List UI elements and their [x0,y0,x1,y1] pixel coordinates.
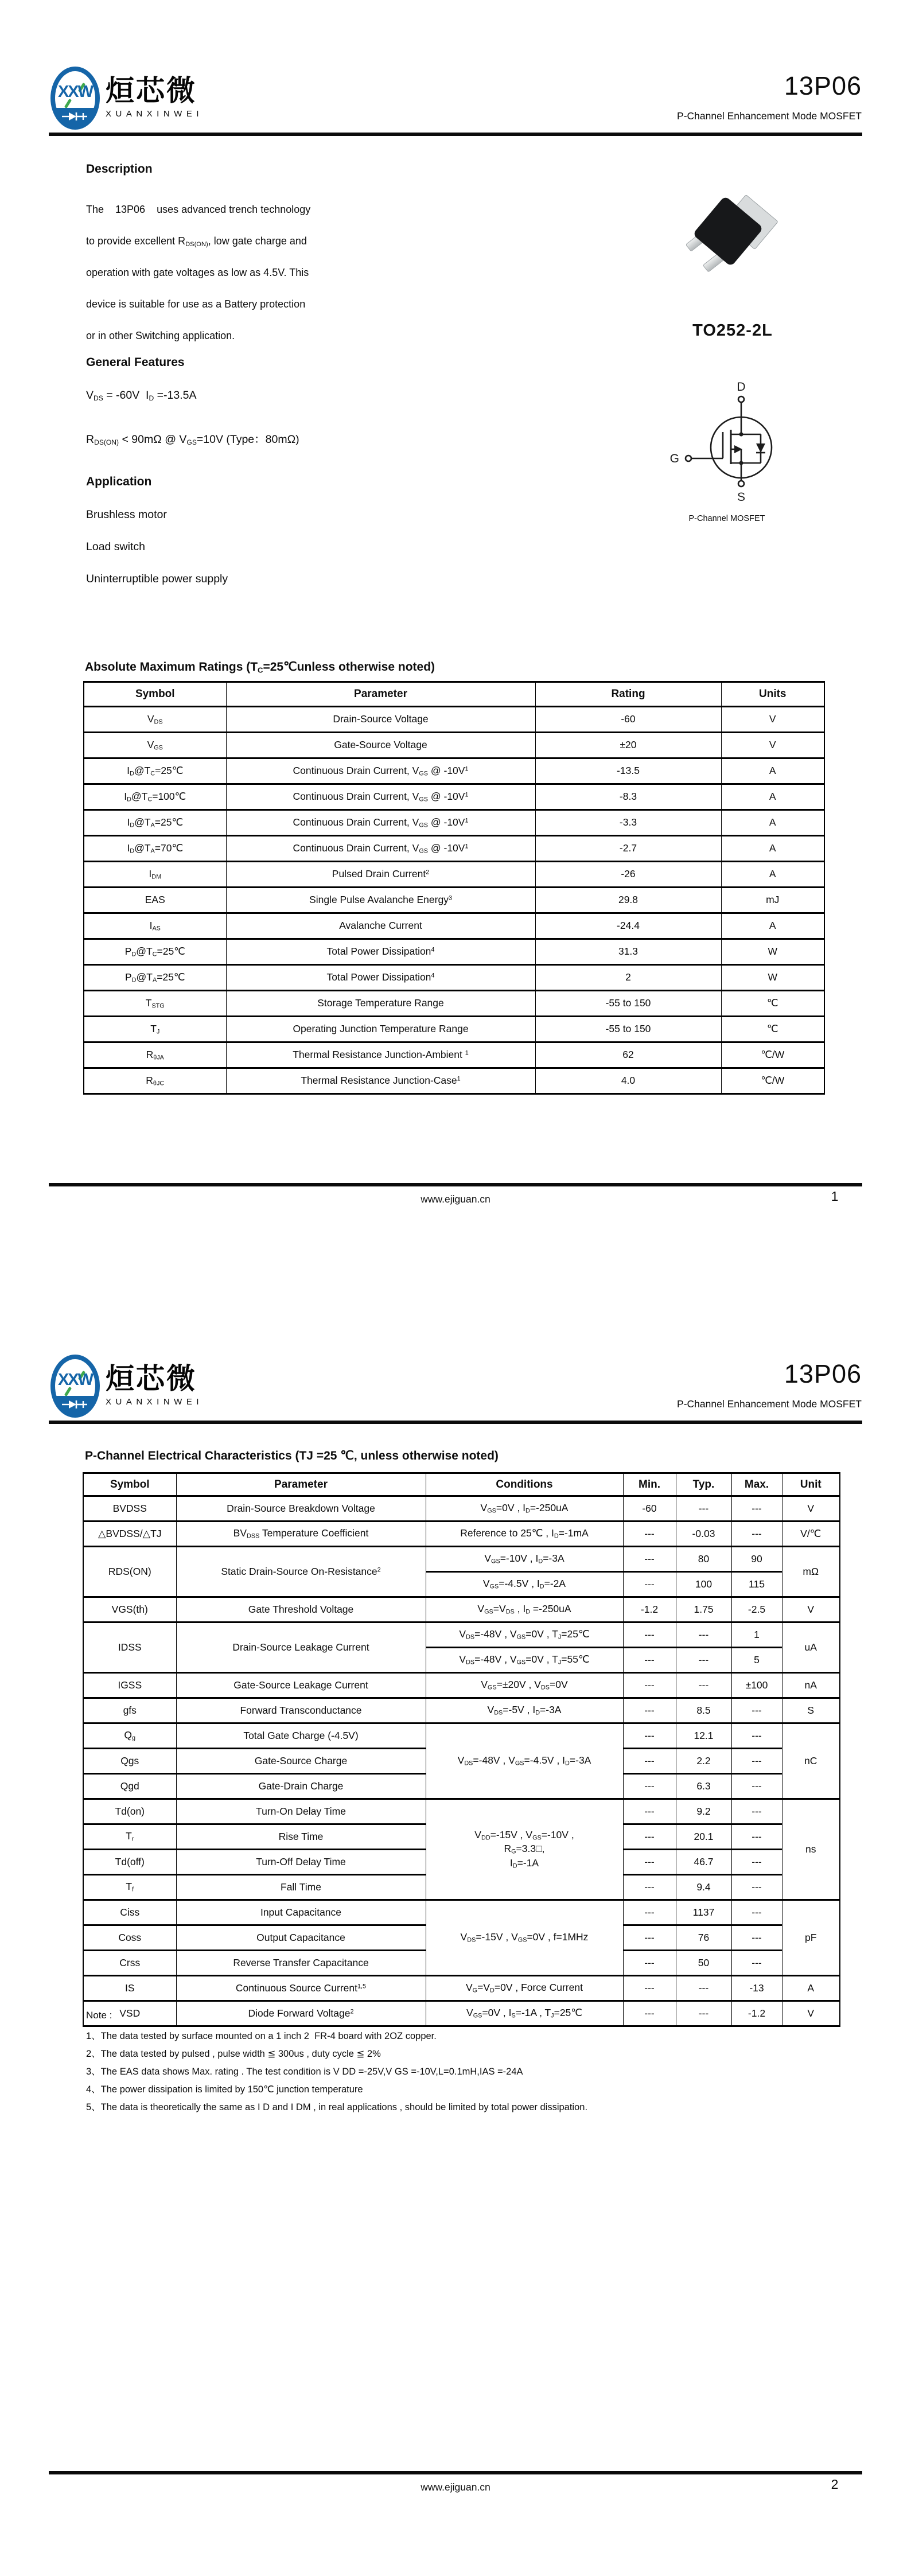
table-row [84,784,824,810]
table-cell: Input Capacitance [176,1900,426,1925]
table-cell: -60 [623,1496,676,1522]
table-cell: BVDSS [83,1496,176,1522]
table-cell: --- [731,1824,782,1850]
brand-text [106,1363,203,1407]
table-row [84,913,824,939]
table-cell: $T_{STG}$ [84,991,226,1017]
table-cell: -55 to 150 [535,1017,721,1042]
table-cell: ℃ [721,991,824,1017]
footer-url: www.ejiguan.cn [421,1193,490,1205]
table-cell: --- [623,1799,676,1824]
part-number: 13P06 [784,71,862,100]
table-cell: --- [623,1749,676,1774]
table-cell: A [721,836,824,862]
table-cell: Reference to 25℃ , $I_D=-1mA$ [426,1522,623,1547]
table-cell: A [782,1976,840,2001]
table-cell: --- [623,2001,676,2026]
table-row [84,888,824,913]
table-cell: $V_{GS}=0V$ , $I_S=-1A$ , $T_J=25℃$ [426,2001,623,2026]
table-cell: Gate-Drain Charge [176,1774,426,1799]
table-cell: --- [623,1850,676,1875]
mosfet-symbol-icon [654,382,815,505]
description-paragraph [86,194,499,352]
notes-heading: Note : [86,2010,112,2021]
table-cell: $V_{GS}=-4.5V$ , $I_D=-2A$ [426,1572,623,1597]
table-cell: Continuous Drain Current, $V_{GS}$ @ $-10V^1$ [226,810,535,836]
electrical-characteristics-table [83,1472,840,2027]
table-cell: -26 [535,862,721,888]
table-cell: mΩ [782,1547,840,1597]
diode-icon [61,111,89,122]
table-row [84,810,824,836]
table-row [84,991,824,1017]
table-cell: Reverse Transfer Capacitance [176,1951,426,1976]
table-cell: $T_f$ [83,1875,176,1900]
table-cell: V [721,733,824,758]
table-cell: Static Drain-Source On-Resistance$^2$ [176,1547,426,1597]
table-cell: 62 [535,1042,721,1068]
table-cell: --- [731,1900,782,1925]
table-cell: --- [676,1496,731,1522]
table-cell: 2.2 [676,1749,731,1774]
table-cell: --- [731,1875,782,1900]
pin-label-d: D [737,382,746,394]
table-cell: V [782,1597,840,1622]
table-cell: $V_{DS}=-5V$ , $I_D=-3A$ [426,1698,623,1723]
application-item: Brushless motor [86,508,167,521]
table-cell: Turn-Off Delay Time [176,1850,426,1875]
logo-monogram: XXW [57,1371,93,1389]
table-row [84,1017,824,1042]
table-row [84,707,824,733]
description-line: operation with gate voltages as low as 4.5V. This [86,267,309,278]
table-cell: A [721,784,824,810]
table-cell: $R_{\theta JA}$ [84,1042,226,1068]
column-header: Symbol [84,682,226,707]
table-cell: Rise Time [176,1824,426,1850]
table-cell: $BV_{DSS}$ Temperature Coefficient [176,1522,426,1547]
table-cell: nA [782,1673,840,1698]
company-logo [50,64,257,133]
column-header: Conditions [426,1473,623,1496]
table-cell: -1.2 [731,2001,782,2026]
table-cell: gfs [83,1698,176,1723]
description-line: to provide excellent $R_{DS(ON)}$, low gate charge and [86,235,307,248]
table-cell: Thermal Resistance Junction-Ambient $^1$ [226,1042,535,1068]
table-header-row [84,682,824,707]
table-row [84,758,824,784]
table-cell: 90 [731,1547,782,1572]
table-cell: 9.4 [676,1875,731,1900]
table-row [83,1597,840,1622]
amr-table-title: Absolute Maximum Ratings ($T_C=25℃unless$ otherwise noted) [85,660,435,675]
table-cell: --- [731,1749,782,1774]
table-cell: pF [782,1900,840,1976]
table-cell: ℃ [721,1017,824,1042]
table-cell: $P_D@T_A=25℃$ [84,965,226,991]
table-row [83,1547,840,1572]
table-cell: V/℃ [782,1522,840,1547]
note-item: 4、The power dissipation is limited by 150℃ junction temperature [86,2084,363,2095]
table-cell: Gate Threshold Voltage [176,1597,426,1622]
table-cell: ns [782,1799,840,1900]
table-cell: --- [731,1723,782,1749]
absolute-maximum-ratings-table [83,681,825,1095]
table-cell: Pulsed Drain Current$^2$ [226,862,535,888]
table-cell: -0.03 [676,1522,731,1547]
description-line: The 13P06 uses advanced trench technology [86,204,311,215]
application-heading: Application [86,475,152,488]
table-cell: $I_{AS}$ [84,913,226,939]
table-cell: W [721,965,824,991]
table-row [83,1673,840,1698]
table-cell: Coss [83,1925,176,1951]
table-cell: Qgd [83,1774,176,1799]
table-row [83,1522,840,1547]
table-cell: $V_{DS}=-15V$ , $V_{GS}=0V$ , f=1MHz [426,1900,623,1976]
table-cell: --- [676,1673,731,1698]
table-row [84,862,824,888]
table-cell: Avalanche Current [226,913,535,939]
table-cell: 2 [535,965,721,991]
note-item: 5、The data is theoretically the same as I D and I DM , in real applications , should be limited by total power dissipation. [86,2102,588,2112]
table-cell: Continuous Drain Current, $V_{GS}$ @ $-10V^1$ [226,784,535,810]
table-cell: --- [676,1648,731,1673]
table-cell: V [782,2001,840,2026]
table-cell: Ciss [83,1900,176,1925]
table-cell: RDS(ON) [83,1547,176,1597]
table-cell: -1.2 [623,1597,676,1622]
table-header-row [83,1473,840,1496]
table-cell: A [721,758,824,784]
table-cell: Drain-Source Leakage Current [176,1622,426,1673]
brand-text [106,75,203,119]
diode-icon [61,1399,89,1410]
table-cell: 31.3 [535,939,721,965]
table-cell: mJ [721,888,824,913]
table-cell: $T_J$ [84,1017,226,1042]
table-row [84,733,824,758]
table-cell: $V_{DS}=-48V$ , $V_{GS}=0V$ , $T_J=55℃$ [426,1648,623,1673]
table-row [83,2001,840,2026]
table-cell: V [721,707,824,733]
column-header: Max. [731,1473,782,1496]
table-cell: --- [731,1522,782,1547]
symbol-caption: P-Channel MOSFET [688,514,765,523]
table-cell: $I_{DM}$ [84,862,226,888]
pin-label-s: S [737,491,746,504]
general-features-heading: General Features [86,356,185,369]
table-cell: V [782,1496,840,1522]
description-line: or in other Switching application. [86,330,235,341]
table-cell: $R_{\theta JC}$ [84,1068,226,1094]
table-cell: Gate-Source Charge [176,1749,426,1774]
footer-rule [49,1183,862,1186]
table-cell: 80 [676,1547,731,1572]
table-row [83,1976,840,2001]
table-cell: ±100 [731,1673,782,1698]
table-cell: $P_D@T_C=25℃$ [84,939,226,965]
note-item: 1、The data tested by surface mounted on a 1 inch 2 FR-4 board with 2OZ copper. [86,2031,437,2041]
table-cell: Continuous Drain Current, $V_{GS}$ @ $-10V^1$ [226,836,535,862]
table-cell: Forward Transconductance [176,1698,426,1723]
table-cell: Crss [83,1951,176,1976]
table-cell: $V_G=V_D=0V$ , Force Current [426,1976,623,2001]
table-row [83,1900,840,1925]
table-cell: Storage Temperature Range [226,991,535,1017]
table-row [84,1042,824,1068]
table-cell: Total Gate Charge (-4.5V) [176,1723,426,1749]
logo-monogram: XXW [57,83,93,101]
table-row [83,1622,840,1648]
table-cell: Td(on) [83,1799,176,1824]
footer-rule [49,2471,862,2474]
table-cell: $V_{GS}=V_{DS}$ , $I_D =-250uA$ [426,1597,623,1622]
table-cell: --- [623,1774,676,1799]
note-item: 2、The data tested by pulsed , pulse width ≦ 300us , duty cycle ≦ 2% [86,2049,381,2059]
table-row [84,836,824,862]
part-subtitle: P-Channel Enhancement Mode MOSFET [677,110,862,122]
table-cell: --- [623,1723,676,1749]
table-cell: 1.75 [676,1597,731,1622]
table-cell: --- [623,1522,676,1547]
table-cell: -2.5 [731,1597,782,1622]
table-cell: --- [731,1799,782,1824]
table-cell: 9.2 [676,1799,731,1824]
table-cell: $V_{DD}=-15V$ , $V_{GS}=-10V$ , $R_G=3.3□$, $I_D=-1A$ [426,1799,623,1900]
table-cell: uA [782,1622,840,1673]
table-cell: Gate-Source Leakage Current [176,1673,426,1698]
logo-mark-icon [50,67,100,130]
brand-name-cn: 烜芯微 [106,75,197,107]
table-cell: $V_{GS}=\pm 20V$ , $V_{DS}=0V$ [426,1673,623,1698]
table-cell: $T_r$ [83,1824,176,1850]
table-row [84,965,824,991]
table-cell: --- [623,1622,676,1648]
table-cell: --- [731,1698,782,1723]
table-cell: -60 [535,707,721,733]
header-rule [49,133,862,136]
table-cell: 46.7 [676,1850,731,1875]
table-cell: 6.3 [676,1774,731,1799]
table-cell: Diode Forward Voltage$^2$ [176,2001,426,2026]
table-cell: S [782,1698,840,1723]
table-cell: Total Power Dissipation$^4$ [226,965,535,991]
table-cell: 1137 [676,1900,731,1925]
table-cell: IS [83,1976,176,2001]
table-cell: -8.3 [535,784,721,810]
column-header: Units [721,682,824,707]
table-cell: W [721,939,824,965]
column-header: Typ. [676,1473,731,1496]
table-cell: --- [623,1547,676,1572]
table-cell: --- [731,1925,782,1951]
table-cell: Gate-Source Voltage [226,733,535,758]
column-header: Parameter [176,1473,426,1496]
page-number: 2 [831,2477,839,2492]
table-cell: 12.1 [676,1723,731,1749]
table-cell: --- [731,1496,782,1522]
table-cell: $V_{GS}$ [84,733,226,758]
table-cell: $I_D@T_A=70℃$ [84,836,226,862]
column-header: Symbol [83,1473,176,1496]
table-row [84,1068,824,1094]
table-cell: --- [731,1850,782,1875]
table-cell: A [721,810,824,836]
table-cell: 1 [731,1622,782,1648]
table-cell: Fall Time [176,1875,426,1900]
table-cell: VSD [83,2001,176,2026]
ec-table-title: P-Channel Electrical Characteristics (TJ =25 ℃, unless otherwise noted) [85,1449,499,1462]
brand-name-cn: 烜芯微 [106,1363,197,1395]
table-cell: --- [731,1951,782,1976]
table-cell: --- [623,1900,676,1925]
column-header: Unit [782,1473,840,1496]
table-cell: --- [623,1698,676,1723]
table-cell: $V_{GS}=0V$ , $I_D=-250uA$ [426,1496,623,1522]
table-cell: -13.5 [535,758,721,784]
brand-name-en: XUANXINWEI [106,109,204,119]
table-cell: --- [623,1875,676,1900]
footer-url: www.ejiguan.cn [421,2481,490,2493]
table-cell: Drain-Source Breakdown Voltage [176,1496,426,1522]
table-cell: △BVDSS/△TJ [83,1522,176,1547]
table-cell: 20.1 [676,1824,731,1850]
table-cell: A [721,862,824,888]
table-cell: 4.0 [535,1068,721,1094]
table-cell: -55 to 150 [535,991,721,1017]
table-row [83,1496,840,1522]
header-rule [49,1421,862,1424]
package-name: TO252-2L [692,321,773,340]
table-row [83,1698,840,1723]
table-cell: -3.3 [535,810,721,836]
application-item: Uninterruptible power supply [86,573,228,585]
table-cell: $I_D@T_A=25℃$ [84,810,226,836]
table-cell: $I_D@T_C=100℃$ [84,784,226,810]
table-cell: --- [676,1622,731,1648]
table-cell: Continuous Drain Current, $V_{GS}$ @ $-10V^1$ [226,758,535,784]
column-header: Rating [535,682,721,707]
table-cell: $V_{DS}=-48V$ , $V_{GS}=0V$ , $T_J=25℃$ [426,1622,623,1648]
table-cell: Thermal Resistance Junction-Case$^1$ [226,1068,535,1094]
table-cell: Continuous Source Current$^{1,5}$ [176,1976,426,2001]
table-cell: ±20 [535,733,721,758]
table-cell: -13 [731,1976,782,2001]
table-cell: 5 [731,1648,782,1673]
feature-line: $V_{DS} = -60V$ $I_D =-13.5A$ [86,389,197,403]
table-cell: VGS(th) [83,1597,176,1622]
table-cell: 76 [676,1925,731,1951]
table-cell: 115 [731,1572,782,1597]
table-cell: --- [623,1925,676,1951]
table-cell: Operating Junction Temperature Range [226,1017,535,1042]
description-heading: Description [86,162,153,176]
page-2 [0,1288,911,2576]
table-cell: $V_{DS}=-48V$ , $V_{GS}=-4.5V$ , $I_D=-3A$ [426,1723,623,1799]
table-cell: $Q_g$ [83,1723,176,1749]
table-cell: --- [623,1648,676,1673]
table-cell: Drain-Source Voltage [226,707,535,733]
logo-mark-icon [50,1355,100,1418]
table-cell: --- [676,2001,731,2026]
table-row [83,1799,840,1824]
part-number: 13P06 [784,1359,862,1388]
table-cell: Output Capacitance [176,1925,426,1951]
table-cell: -24.4 [535,913,721,939]
part-subtitle: P-Channel Enhancement Mode MOSFET [677,1398,862,1410]
table-cell: Qgs [83,1749,176,1774]
table-cell: --- [676,1976,731,2001]
table-cell: nC [782,1723,840,1799]
note-item: 3、The EAS data shows Max. rating . The test condition is V DD =-25V,V GS =-10V,L=0.1mH,IAS =-24A [86,2067,523,2077]
table-cell: --- [623,1951,676,1976]
table-cell: --- [623,1673,676,1698]
table-cell: IDSS [83,1622,176,1673]
description-line: device is suitable for use as a Battery protection [86,298,306,310]
table-cell: 100 [676,1572,731,1597]
table-cell: $V_{GS}=-10V$ , $I_D=-3A$ [426,1547,623,1572]
table-cell: Total Power Dissipation$^4$ [226,939,535,965]
page-number: 1 [831,1189,839,1204]
table-cell: 8.5 [676,1698,731,1723]
table-cell: EAS [84,888,226,913]
table-cell: IGSS [83,1673,176,1698]
table-row [83,1723,840,1749]
table-cell: --- [623,1572,676,1597]
company-logo [50,1352,257,1421]
table-cell: -2.7 [535,836,721,862]
table-cell: Single Pulse Avalanche Energy$^3$ [226,888,535,913]
pin-label-g: G [669,452,679,465]
table-cell: ℃/W [721,1068,824,1094]
package-photo [691,198,777,281]
table-cell: 29.8 [535,888,721,913]
table-cell: Td(off) [83,1850,176,1875]
table-cell: $I_D@T_C=25℃$ [84,758,226,784]
table-cell: A [721,913,824,939]
application-item: Load switch [86,540,145,553]
feature-line: $R_{DS(ON)} < 90m\Omega$ @ $V_{GS}=10V$ (Type：80mΩ) [86,433,299,447]
table-cell: 50 [676,1951,731,1976]
table-cell: ℃/W [721,1042,824,1068]
table-cell: Turn-On Delay Time [176,1799,426,1824]
table-cell: --- [731,1774,782,1799]
column-header: Min. [623,1473,676,1496]
table-cell: $V_{DS}$ [84,707,226,733]
table-cell: --- [623,1824,676,1850]
table-cell: --- [623,1976,676,2001]
column-header: Parameter [226,682,535,707]
brand-name-en: XUANXINWEI [106,1397,204,1407]
table-row [84,939,824,965]
